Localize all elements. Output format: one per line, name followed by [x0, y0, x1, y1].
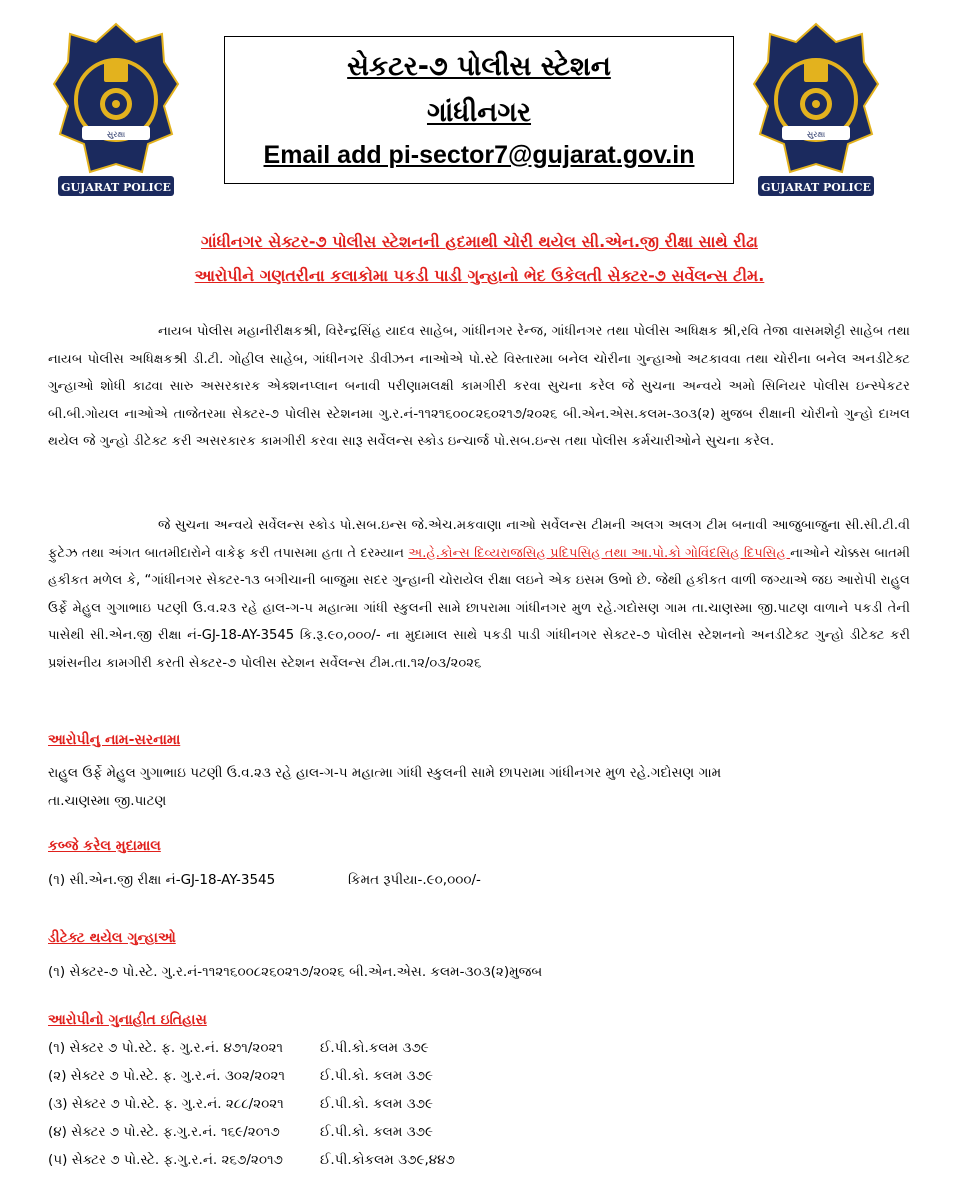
history-row [48, 1124, 433, 1140]
officer-names-highlight: અ.હે.કોન્સ દિવ્યરાજસિહ પ્રદિપસિહ તથા આ.પો.કો ગોવિંદસિહ દિપસિહ [408, 545, 791, 561]
history-row [48, 1068, 433, 1084]
seized-item [48, 872, 481, 888]
svg-text:GUJARAT POLICE: GUJARAT POLICE [761, 181, 871, 194]
accused-address-line1: રાહુલ ઉર્ફે મેહુલ ગુગાભાઇ પટણી ઉ.વ.૨૩ રહે હાલ-ગ-૫ મહાત્મા ગાંધી સ્કુલની સામે છાપરામા ગાંધીનગર મુળ રહે.ગદોસણ ગામ [48, 765, 722, 781]
history-section: ઈ.પી.કો. કલમ ૩૭૯ [320, 1068, 434, 1084]
police-badge-icon [52, 22, 180, 212]
history-section: ઈ.પી.કો. કલમ ૩૭૯ [320, 1096, 434, 1112]
history-section: ઈ.પી.કો. કલમ ૩૭૯ [320, 1124, 434, 1140]
svg-text:સુરક્ષા: સુરક્ષા [106, 130, 126, 139]
station-city: ગાંધીનગર [426, 97, 532, 128]
history-row [48, 1096, 433, 1112]
accused-heading: આરોપીનુ નામ-સરનામા [48, 732, 181, 748]
svg-text:સુરક્ષા: સુરક્ષા [806, 130, 826, 139]
paragraph-detection-part2: નાઓને ચોક્કસ બાતમી હકીકત મળેલ કે, “ગાંધીનગર સેક્ટર-૧૩ બગીચાની બાજુમા સદર ગુન્હાની ચોરાયેલ રીક્ષા લઇને એક ઇસમ ઉભો છે. જેથી હકીકત વાળી જગ્યાએ જઇ આરોપી રાહુલ ઉર્ફે મેહુલ ગુગાભાઇ પટણી ઉ.વ.૨૩ રહે હાલ-ગ-૫ મહાત્મા ગાંધી સ્કુલની સામે છાપરામા ગાંધીનગર મુળ રહે.ગદોસણ ગામ તા.ચાણસ્મા જી.પાટણ વાળાને પકડી તેની પાસેથી સી.એન.જી રીક્ષા નં-GJ-18-AY-3545 કિ.રૂ.૯૦,૦૦૦/- ના મુદામાલ સાથે પકડી પાડી ગાંધીનગર સેક્ટર-૭ પોલીસ સ્ટેશનનો અનડીટેક્ટ ગુન્હો ડીટેક્ટ કરી પ્રશંસનીય કામગીરી કરતી સેક્ટર-૭ પોલીસ સ્ટેશન સર્વેલન્સ ટીમ.તા.૧૨/૦૩/૨૦૨૬ [48, 545, 910, 671]
detected-heading: ડીટેક્ટ થયેલ ગુન્હાઓ [48, 930, 176, 946]
history-case: (૧) સેક્ટર ૭ પો.સ્ટે. ફ. ગુ.ર.નં. ૪૭૧/૨૦૨૧ [48, 1040, 284, 1056]
paragraph-detection [48, 512, 910, 677]
svg-text:GUJARAT POLICE: GUJARAT POLICE [61, 181, 171, 194]
history-case: (૨) સેક્ટર ૭ પો.સ્ટે. ફ. ગુ.ર.નં. ૩૦૨/૨૦૨૧ [48, 1068, 286, 1084]
police-badge-icon [752, 22, 880, 212]
history-case: (૫) સેક્ટર ૭ પો.સ્ટે. ફ.ગુ.ર.નં. ૨૬૭/૨૦૧૭ [48, 1152, 283, 1168]
detected-item: (૧) સેક્ટર-૭ પો.સ્ટે. ગુ.ર.નં-૧૧૨૧૬૦૦૮૨૬૦૨૧૭/૨૦૨૬ બી.એન.એસ. કલમ-૩૦૩(૨)મુજબ [48, 964, 543, 980]
seized-item-desc: (૧) સી.એન.જી રીક્ષા નં-GJ-18-AY-3545 [48, 872, 276, 888]
history-section: ઈ.પી.કોકલમ ૩૭૯,૪૪૭ [320, 1152, 455, 1168]
history-section: ઈ.પી.કો.કલમ ૩૭૯ [320, 1040, 429, 1056]
station-title-box [224, 36, 734, 184]
paragraph-instructions: નાયબ પોલીસ મહાનીરીક્ષકશ્રી, વિરેન્દ્રસિંહ યાદવ સાહેબ, ગાંધીનગર રેન્જ, ગાંધીનગર તથા પોલીસ અધિક્ષક શ્રી,રવિ તેજા વાસમશેટ્ટી સાહેબ તથા નાયબ પોલીસ અધિક્ષકશ્રી ડી.ટી. ગોહીલ સાહેબ, ગાંધીનગર ડીવીઝન નાઓએ પો.સ્ટે વિસ્તારમા બનેલ ચોરીના ગુન્હાઓ અટકાવવા તથા ચોરીના બનેલ અનડીટેક્ટ ગુન્હાઓ શોધી કાઢવા સારુ અસરકારક એક્શનપ્લાન બનાવી પરીણામલક્ષી કામગીરી કરવા સુચના કરેલ જે સુચના અન્વયે અમો સિનિયર પોલીસ ઇન્સ્પેકટર બી.બી.ગોયલ નાઓએ તાજેતરમા સેક્ટર-૭ પોલીસ સ્ટેશનમા ગુ.ર.નં-૧૧૨૧૬૦૦૮૨૬૦૨૧૭/૨૦૨૬ બી.એન.એસ.કલમ-૩૦૩(૨) મુજબ રીક્ષાની ચોરીનો ગુન્હો દાખલ થયેલ જે ગુન્હો ડીટેક્ટ કરી અસરકારક કામગીરી કરવા સારૂ સર્વેલન્સ સ્કોડ ઇન્ચાર્જ પો.સબ.ઇન્સ તથા પોલીસ કર્મચારીઓને સુચના કરેલ. [48, 324, 910, 449]
history-case: (૩) સેક્ટર ૭ પો.સ્ટે. ફ. ગુ.ર.નં. ૨૮૮/૨૦૨૧ [48, 1096, 284, 1112]
seized-heading: કબ્જે કરેલ મુદામાલ [48, 838, 161, 854]
station-name: સેકટર-૭ પોલીસ સ્ટેશન [347, 51, 611, 82]
history-row [48, 1040, 429, 1056]
history-case: (૪) સેક્ટર ૭ પો.સ્ટે. ફ.ગુ.ર.નં. ૧૬૯/૨૦૧૭ [48, 1124, 280, 1140]
history-heading: આરોપીનો ગુનાહીત ઇતિહાસ [48, 1012, 207, 1028]
accused-address-line2: તા.ચાણસ્મા જી.પાટણ [48, 793, 167, 809]
seized-item-price: કિમત રૂપીયા-.૯૦,૦૦૦/- [348, 872, 481, 888]
headline-line1: ગાંધીનગર સેક્ટર-૭ પોલીસ સ્ટેશનની હદમાથી ચોરી થયેલ સી.એન.જી રીક્ષા સાથે રીઢા [201, 232, 758, 251]
gujarat-police-logo-left [52, 22, 180, 212]
gujarat-police-logo-right [752, 22, 880, 212]
paragraph-detection-part1: જે સુચના અન્વયે સર્વેલન્સ સ્કોડ પો.સબ.ઇન્સ જે.એચ.મકવાણા નાઓ સર્વેલન્સ ટીમની અલગ અલગ ટીમ બનાવી આજુબાજુના સી.સી.ટી.વી ફુટેઝ તથા અંગત બાતમીદારોને વાકેફ કરી તપાસમા હતા તે દરમ્યાન [48, 518, 910, 561]
station-email: Email add pi-sector7@gujarat.gov.in [263, 141, 695, 169]
history-row [48, 1152, 455, 1168]
headline-line2: આરોપીને ગણતરીના કલાકોમા પકડી પાડી ગુન્હાનો ભેદ ઉકેલતી સેક્ટર-૭ સર્વેલન્સ ટીમ. [194, 266, 765, 285]
